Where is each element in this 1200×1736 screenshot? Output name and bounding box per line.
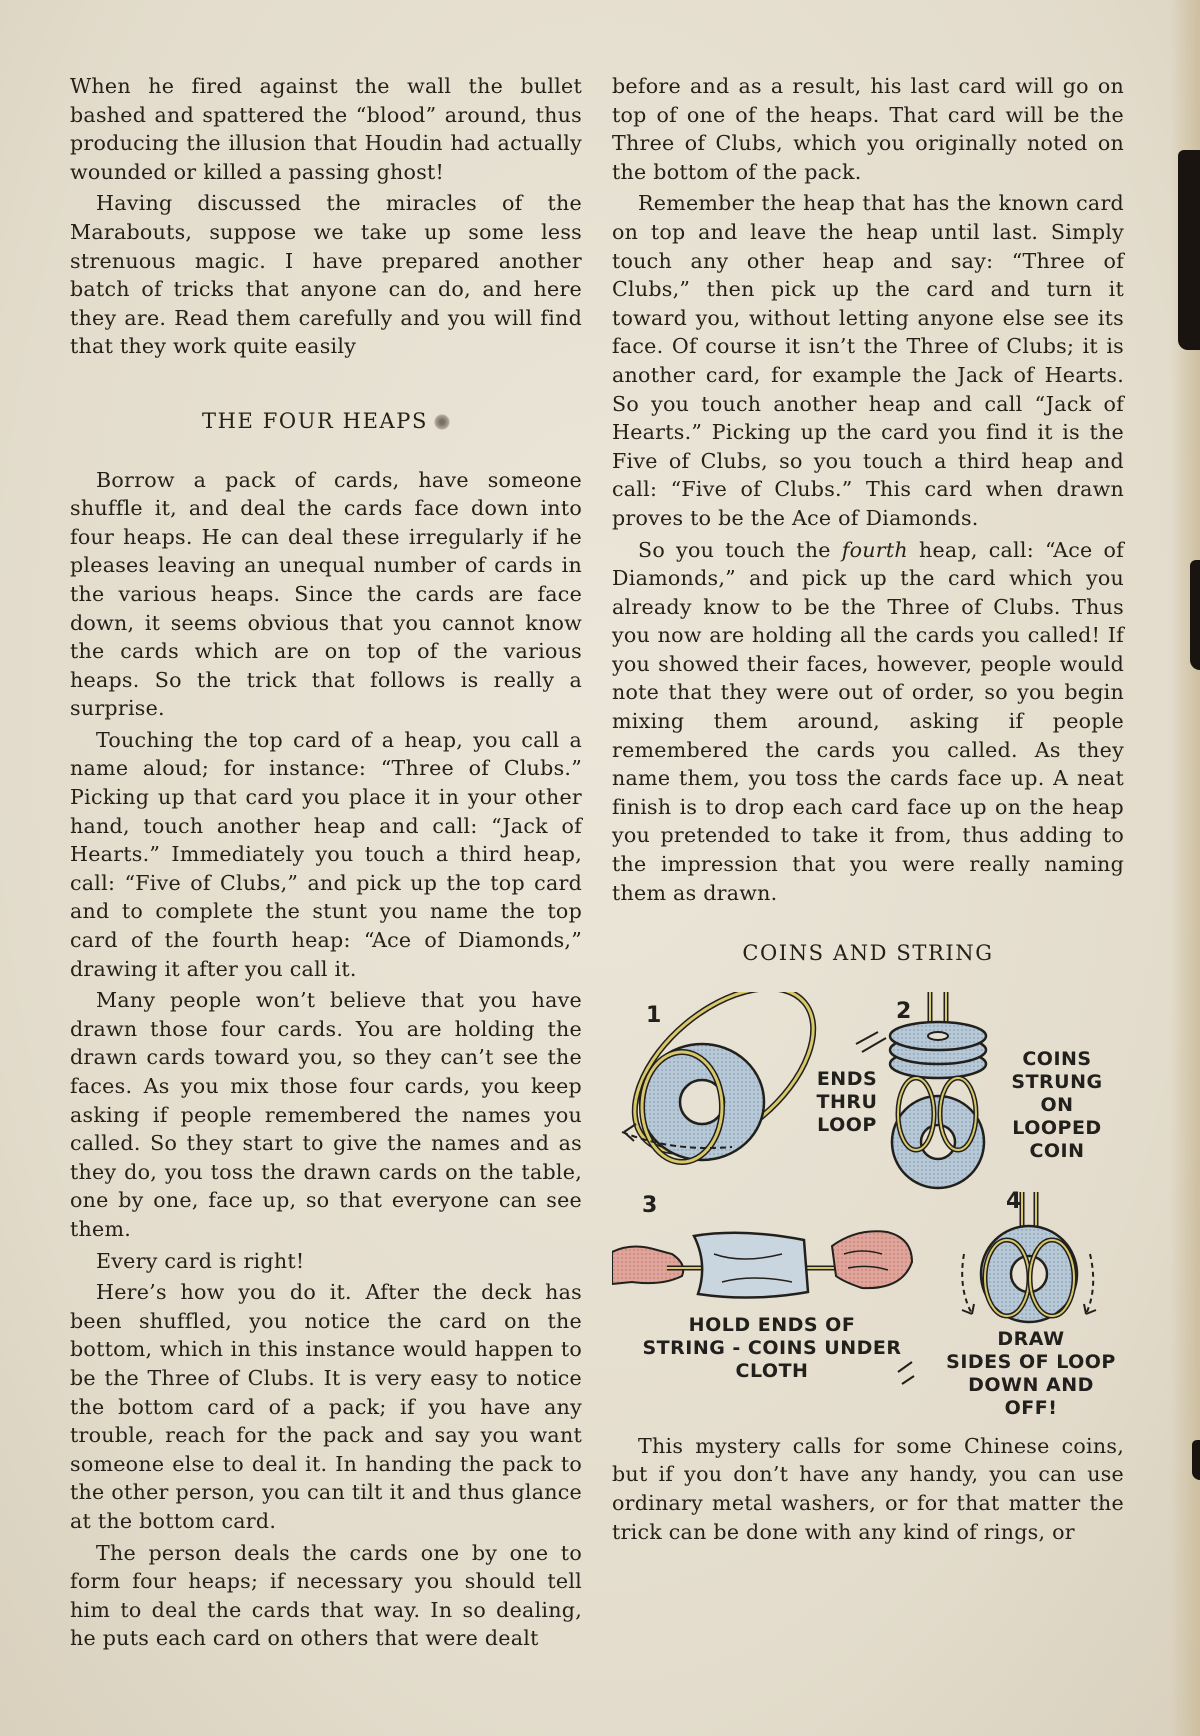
paragraph: The person deals the cards one by one to form four heaps; if necessary you should tell him to deal the cards that way. In so dealing, he puts each card on others that were dealt [70,1540,582,1651]
label-hold-ends: HOLD ENDS OF STRING - COINS UNDER CLOTH [642,1313,902,1382]
paragraph: Borrow a pack of cards, have someone shuffle it, and deal the cards face down into four heaps. He can deal these irregularly if he pleases leaving an unequal number of cards in the various heaps. Since the cards are face down, it seems obvious that you cannot know the cards which are on top of the various heaps. So the trick that follows is really a surprise. [70,467,582,721]
paragraph [612,536,1124,908]
heading-text: THE FOUR HEAPS [201,408,429,433]
paragraph: This mystery calls for some Chinese coins, but if you don’t have any handy, you can use ordinary metal washers, or for that matter the trick can be done with any kind of rings, or [612,1433,1124,1544]
section-heading-four-heaps [70,407,582,436]
page-tear [1190,560,1200,670]
page-tear [1192,1440,1200,1480]
ink-blot [434,414,450,430]
panel-4-drawing [962,1192,1096,1322]
paragraph: Having discussed the miracles of the Marabouts, suppose we take up some less strenuous magic. I have prepared another batch of tricks that anyone can do, and here they are. Read them carefully and you will find that they work quite easily [70,191,582,359]
panel-3-drawing [612,1231,912,1297]
paragraph: before and as a result, his last card will go on top of one of the heaps. That card will be the Three of Clubs, which you originally noted on the bottom of the pack. [612,74,1124,184]
paragraph: When he fired against the wall the bullet bashed and spattered the “blood” around, thus producing the illusion that Houdin had actually wounded or killed a passing ghost! [70,74,582,184]
paragraph: Many people won’t believe that you have drawn those four cards. You are holding the drawn cards toward you, so they can’t see the faces. As you mix those four cards, you keep asking if people remembered the names you called. So they start to give the names and as they do, you toss the drawn cards on the table, one by one, face up, so that everyone can see them. [70,988,582,1241]
paragraph: Here’s how you do it. After the deck has been shuffled, you notice the card on the bottom, which in this instance would happen to be the Three of Clubs. It is very easy to notice the bottom card of a pack; if you have any trouble, reach for the pack and say you want someone else to deal it. In handing the pack to the other person, you can tilt it and thus glance at the bottom card. [70,1280,582,1533]
page-tear [1178,150,1200,350]
section-heading-coins-string: COINS AND STRING [742,941,994,966]
paragraph: Every card is right! [96,1248,305,1273]
coins-and-string-illustration [612,992,1124,1422]
paragraph: Touching the top card of a heap, you call a name aloud; for instance: “Three of Clubs.” Picking up that card you place it in your other hand, touch another heap and call: “Jack of Hearts.” Immediately you touch a third heap, call: “Five of Clubs,” and pick up the top card and to complete the stunt you name the top card of the fourth heap: “Ace of Diamonds,” drawing it after you call it. [70,727,582,981]
label-coins-strung: COINS STRUNG ON LOOPED COIN [1011,1047,1103,1162]
step-number-2: 2 [896,998,912,1024]
label-ends-thru-loop: ENDS THRU LOOP [816,1067,878,1136]
paragraph: Remember the heap that has the known card on top and leave the heap until last. Simply touch any other heap and say: “Three of Clubs,” then pick up the card and turn it toward you, without letting anyone else see its face. Of course it isn’t the Three of Clubs; it is another card, for example the Jack of Hearts. So you touch another heap and call “Jack of Hearts.” Picking up the card you find it is the Five of Clubs, so you touch a third heap and call: “Five of Clubs.” This card when drawn proves to be the Ace of Diamonds. [612,191,1124,530]
text-run: So you touch the [638,537,842,562]
text-run: heap, call: “Ace of Diamonds,” and pick up the card which you already know to be the Three of Clubs. Thus you now are holding all the cards you called! If you showed their faces, however, people would note that they were out of order, so you begin mixing them around, asking if people remembered the cards you called. As they name them, you toss the cards face up. A neat finish is to drop each card face up on the heap you pretended to take it from, thus adding to the impression that you were really naming them as drawn. [612,537,1124,905]
right-column [612,72,1124,1546]
step-number-3: 3 [642,1192,658,1218]
italic-text: fourth [841,537,908,562]
step-number-1: 1 [646,1002,662,1028]
left-column [70,72,582,1653]
step-number-4: 4 [1006,1188,1022,1214]
label-draw-sides: DRAW SIDES OF LOOP DOWN AND OFF! [946,1327,1116,1419]
